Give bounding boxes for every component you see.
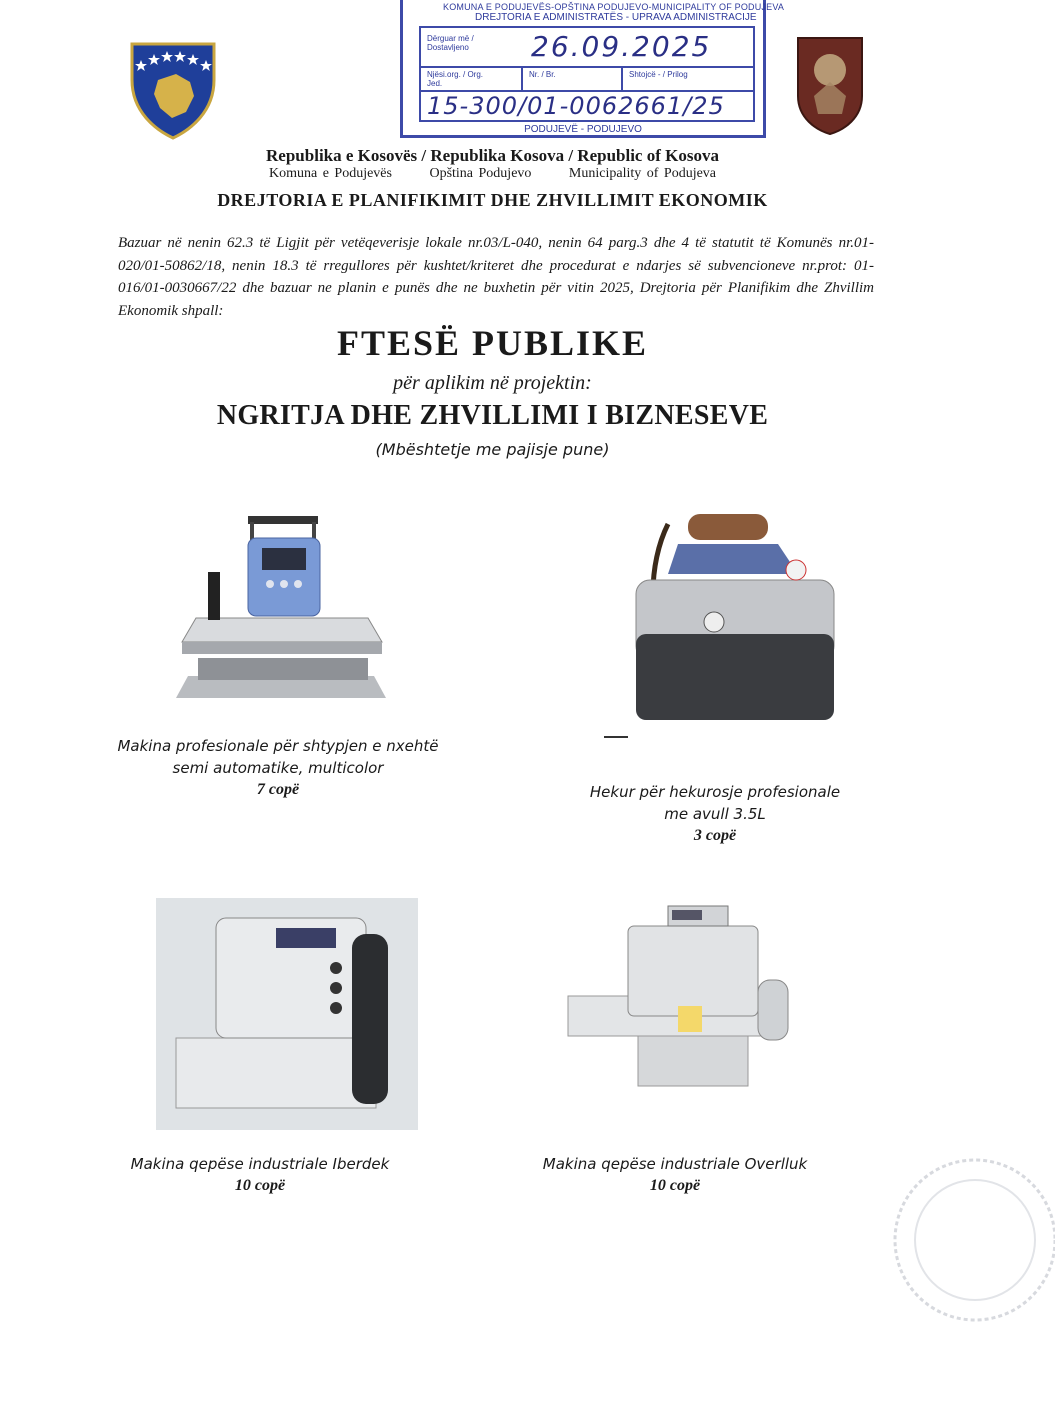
stamp-place: PODUJEVË - PODUJEVO [524,124,642,135]
stamp-top-line: KOMUNA E PODUJEVËS-OPŠTINA PODUJEVO-MUNICIPALITY OF PODUJEVA [443,2,785,12]
heat-press-machine-icon [168,508,394,706]
registry-stamp [400,0,785,138]
municipality-sq: Komuna e Podujevës [268,166,392,181]
stamp-org-label: Njësi.org. / Org. Jed. [427,70,484,88]
podujeva-coat-of-arms-icon [796,36,864,136]
project-name: NGRITJA DHE ZHVILLIMI I BIZNESEVE [216,400,769,431]
stamp-reference: 15-300/01-0062661/25 [427,92,725,120]
municipality-sr: Opština Podujevo [429,166,532,181]
item-1-line1: Makina profesionale për shtypjen e nxehtë [117,737,439,755]
item-2-line1: Hekur për hekurosje profesionale [589,783,841,801]
item-1-line2: semi automatike, multicolor [172,759,384,777]
item-4-quantity: 10 copë [649,1177,701,1194]
item-3-caption [80,1153,440,1197]
stamp-grid [419,26,755,122]
document-subtitle: për aplikim në projektin: [393,372,592,394]
item-1-quantity: 7 copë [256,781,300,798]
divider-mark [604,736,628,738]
steam-iron-station-icon [628,504,838,726]
item-4-caption [495,1153,855,1197]
republic-header: Republika e Kosovës / Republika Kosova / Republic of Kosova [266,146,719,165]
municipality-header [0,166,985,182]
coverstitch-sewing-machine-icon [156,898,418,1130]
item-3-quantity: 10 copë [234,1177,286,1194]
item-2-caption [535,781,895,847]
intro-paragraph: Bazuar në nenin 62.3 të Ligjit për vetëqeverisje lokale nr.03/L-040, nenin 64 parg.3 dhe 4 të statutit të Komunës nr.01-020/01-50862/18, nenin 18.3 të rregullores për kushtet/kriteret dhe procedurat e ndarjes së subvencioneve nr.prot: 01-016/01-0030667/22 dhe bazuar ne planin e punës dhe ne buxhetin për vitin 2025, Drejtoria për Planifikim dhe Zhvillim Ekonomik shpall: [118,235,874,319]
item-4-line1: Makina qepëse industriale Overlluk [542,1155,808,1173]
item-1-caption [98,735,458,801]
item-2-quantity: 3 copë [693,827,737,844]
project-note: (Mbështetje me pajisje pune) [375,440,610,459]
round-seal-icon [875,1140,1055,1340]
directorate-header: DREJTORIA E PLANIFIKIMIT DHE ZHVILLIMIT EKONOMIK [217,190,768,210]
item-3-line1: Makina qepëse industriale Iberdek [130,1155,390,1173]
municipality-en: Municipality of Podujeva [568,166,717,181]
stamp-department: DREJTORIA E ADMINISTRATËS - UPRAVA ADMINISTRACIJE [475,12,757,23]
kosovo-coat-of-arms-icon [128,40,218,140]
stamp-sent-label: Dërguar më / Dostavljeno [427,34,474,52]
overlock-sewing-machine-icon [568,896,790,1096]
stamp-attach-label: Shtojcë - / Prilog [629,70,688,79]
item-2-line2: me avull 3.5L [664,805,766,823]
stamp-sent-date: 26.09.2025 [531,30,712,63]
stamp-nr-label: Nr. / Br. [529,70,556,79]
document-title: FTESË PUBLIKE [336,323,649,363]
